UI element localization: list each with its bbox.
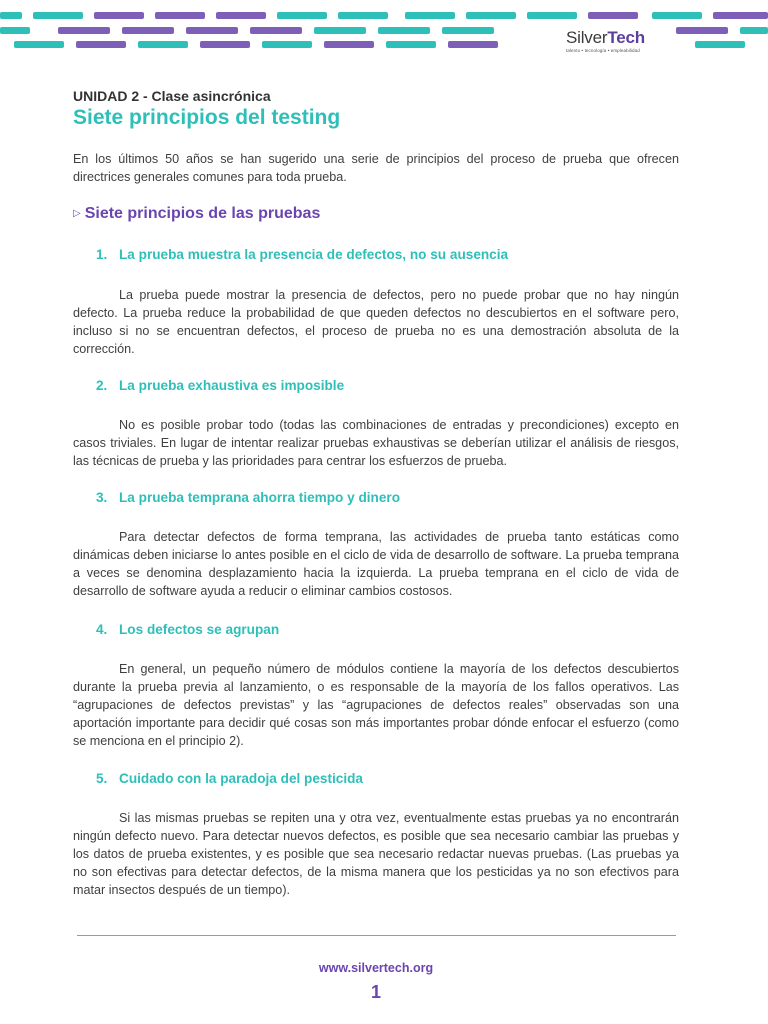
section-title: Siete principios de las pruebas xyxy=(84,205,321,222)
triangle-bullet-icon: ▷ xyxy=(73,208,81,219)
logo-tagline: talento • tecnología • empleabilidad xyxy=(566,48,640,53)
principle-title: La prueba exhaustiva es imposible xyxy=(119,378,345,393)
unit-label: UNIDAD 2 - Clase asincrónica xyxy=(73,88,271,104)
intro-paragraph: En los últimos 50 años se han sugerido una serie de principios del proceso de prueba que ofrecen directrices generales comunes para toda prueba. xyxy=(73,152,679,184)
logo-wordmark xyxy=(566,28,686,47)
principle-heading xyxy=(96,490,400,505)
principle-heading xyxy=(96,247,508,262)
principle-heading xyxy=(96,771,363,786)
principle-body: Si las mismas pruebas se repiten una y otra vez, eventualmente estas pruebas ya no encontrarán ningún defecto nuevo. Para detectar nuevos defectos, es posible que sea necesario cambiar las pruebas y los datos de prueba existentes, y es posible que sea necesario redactar nuevas pruebas. (Las pruebas ya no son efectivas para detectar defectos, de la misma manera que los pesticidas ya no son efectivos para matar insectos después de un tiempo). xyxy=(73,811,679,897)
page-number: 1 xyxy=(370,982,381,1002)
logo-suffix: Tech xyxy=(607,28,645,47)
principle-body: La prueba puede mostrar la presencia de defectos, pero no puede probar que no hay ningún defecto. La prueba reduce la probabilidad de que queden defectos no descubiertos en el software pero, incluso si no se encuentran defectos, el proceso de prueba no es una demostración absoluta de la corrección. xyxy=(73,288,679,356)
section-heading xyxy=(73,205,320,223)
principle-number: 5. xyxy=(96,771,108,786)
page-title: Siete principios del testing xyxy=(73,106,341,129)
principle-number: 4. xyxy=(96,622,108,637)
principle-number: 3. xyxy=(96,490,108,505)
principle-title: La prueba muestra la presencia de defectos, no su ausencia xyxy=(119,247,509,262)
principle-title: La prueba temprana ahorra tiempo y dinero xyxy=(119,490,401,505)
silvertech-logo xyxy=(566,28,686,53)
principle-heading xyxy=(96,378,344,393)
principle-body: No es posible probar todo (todas las combinaciones de entradas y precondiciones) excepto en casos triviales. En lugar de intentar realizar pruebas exhaustivas se deberían utilizar el análisis de riesgos, las técnicas de prueba y las prioridades para centrar los esfuerzos de prueba. xyxy=(73,418,679,468)
footer-divider xyxy=(77,935,676,936)
logo-prefix: Silver xyxy=(566,28,608,47)
website-link[interactable]: www.silvertech.org xyxy=(318,961,434,975)
principle-number: 1. xyxy=(96,247,108,262)
principle-title: Los defectos se agrupan xyxy=(119,622,280,637)
principle-body: En general, un pequeño número de módulos contiene la mayoría de los defectos descubiertos durante la prueba previa al lanzamiento, o es responsable de la mayoría de los fallos operativos. Las “agrupaciones de defectos previstas” y las “agrupaciones de defectos reales” observadas son una aportación importante para decidir qué cosas son más importantes probar dónde enfocar el esfuerzo (como se menciona en el principio 2). xyxy=(73,662,679,748)
principle-body: Para detectar defectos de forma temprana, las actividades de prueba tanto estáticas como dinámicas deben iniciarse lo antes posible en el ciclo de vida de desarrollo de software. La prueba temprana a veces se denomina desplazamiento hacia la izquierda. La prueba temprana en el ciclo de vida de desarrollo de software ayuda a reducir o eliminar cambios costosos. xyxy=(73,530,679,598)
principle-number: 2. xyxy=(96,378,108,393)
principle-title: Cuidado con la paradoja del pesticida xyxy=(119,771,363,786)
principle-heading xyxy=(96,622,279,637)
